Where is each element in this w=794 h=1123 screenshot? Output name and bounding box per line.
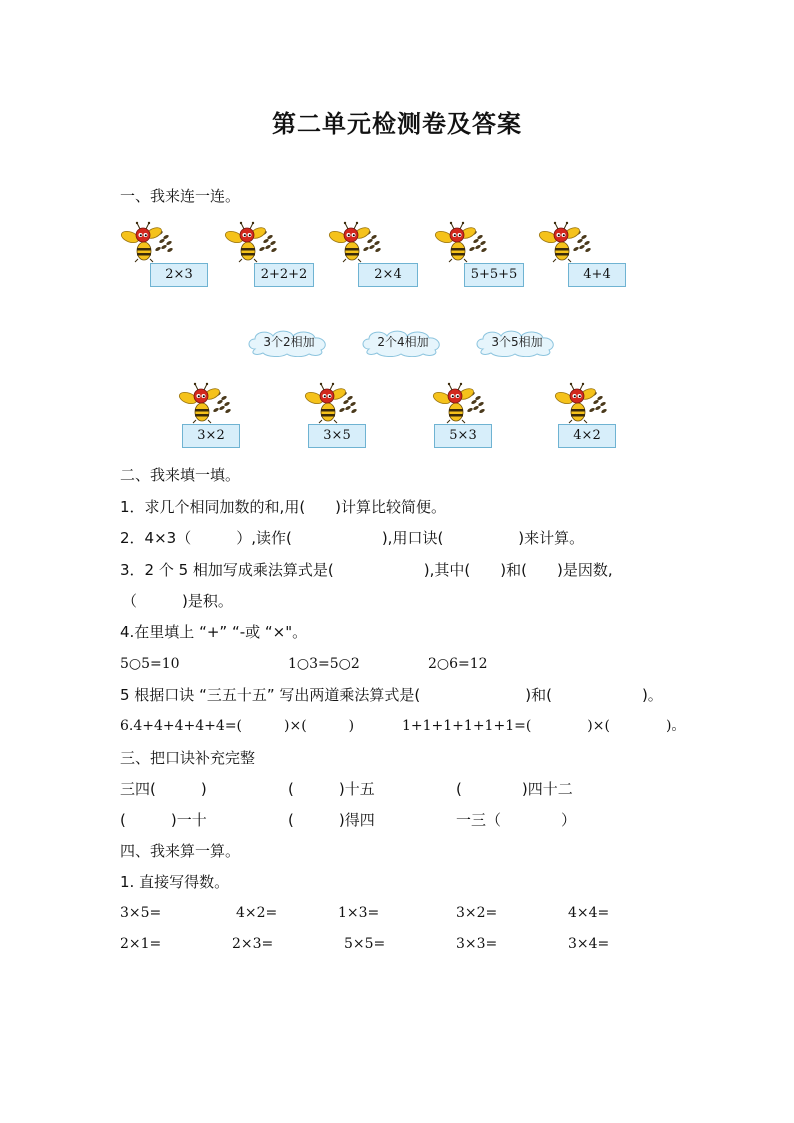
match-box-top[interactable]: 4+4 (568, 263, 626, 287)
question-1: 1．求几个相同加数的和,用( )计算比较简便。 (120, 498, 447, 516)
match-box-bottom[interactable]: 4×2 (558, 424, 616, 448)
calc-item: 4×2= (236, 905, 278, 921)
calc-item: 5×5= (344, 936, 386, 952)
bee-icon (432, 219, 492, 263)
question-4-item: 5○5=10 (120, 656, 180, 672)
bee-icon (430, 380, 490, 424)
calc-item: 1×3= (338, 905, 380, 921)
calc-item: 3×5= (120, 905, 162, 921)
bee-icon (302, 380, 362, 424)
calc-item: 2×3= (232, 936, 274, 952)
question-6b: 1+1+1+1+1+1=( )×( )。 (402, 718, 686, 734)
match-box-bottom[interactable]: 3×2 (182, 424, 240, 448)
question-6a: 6.4+4+4+4+4=( )×( ) (120, 718, 355, 734)
cloud-text: 3个5相加 (491, 335, 543, 349)
cloud-text: 2个4相加 (377, 335, 429, 349)
match-box-bottom[interactable]: 3×5 (308, 424, 366, 448)
section3-heading: 三、把口诀补充完整 (120, 749, 256, 767)
calc-item: 3×2= (456, 905, 498, 921)
match-box-bottom[interactable]: 5×3 (434, 424, 492, 448)
calc-item: 4×4= (568, 905, 610, 921)
bee-icon (222, 219, 282, 263)
cloud-label[interactable] (473, 327, 561, 357)
match-box-top[interactable]: 5+5+5 (464, 263, 524, 287)
question-3: 3．2 个 5 相加写成乘法算式是( ),其中( )和( )是因数, (120, 561, 613, 579)
question-4: 4.在里填上 “+” “-或 “×"。 (120, 623, 308, 641)
mnemonic-blank: ( )一十 (120, 811, 207, 829)
cloud-label[interactable] (245, 327, 333, 357)
bee-icon (536, 219, 596, 263)
section2-heading: 二、我来填一填。 (120, 466, 241, 484)
mnemonic-blank: ( )得四 (288, 811, 375, 829)
cloud-text: 3个2相加 (263, 335, 315, 349)
calc-item: 3×3= (456, 936, 498, 952)
page-title: 第二单元检测卷及答案 (272, 110, 522, 138)
match-box-top[interactable]: 2×3 (150, 263, 208, 287)
mnemonic-blank: ( )四十二 (456, 780, 573, 798)
section4-heading: 四、我来算一算。 (120, 842, 241, 860)
question-5: 5 根据口诀 “三五十五” 写出两道乘法算式是( )和( )。 (120, 686, 663, 704)
calc-item: 3×4= (568, 936, 610, 952)
section1-heading: 一、我来连一连。 (120, 187, 241, 205)
match-box-top[interactable]: 2×4 (358, 263, 418, 287)
question-4-item: 1○3=5○2 (288, 656, 360, 672)
bee-icon (176, 380, 236, 424)
question-3-cont: （ )是积。 (122, 592, 233, 610)
calc-item: 2×1= (120, 936, 162, 952)
mnemonic-blank: 一三（ ） (456, 811, 577, 829)
bee-icon (118, 219, 178, 263)
bee-icon (326, 219, 386, 263)
question-2: 2．4×3（ ）,读作( ),用口诀( )来计算。 (120, 529, 585, 547)
section4-subheading: 1. 直接写得数。 (120, 873, 230, 891)
mnemonic-blank: 三四( ) (120, 780, 207, 798)
bee-icon (552, 380, 612, 424)
mnemonic-blank: ( )十五 (288, 780, 375, 798)
question-4-item: 2○6=12 (428, 656, 488, 672)
cloud-label[interactable] (359, 327, 447, 357)
match-box-top[interactable]: 2+2+2 (254, 263, 314, 287)
